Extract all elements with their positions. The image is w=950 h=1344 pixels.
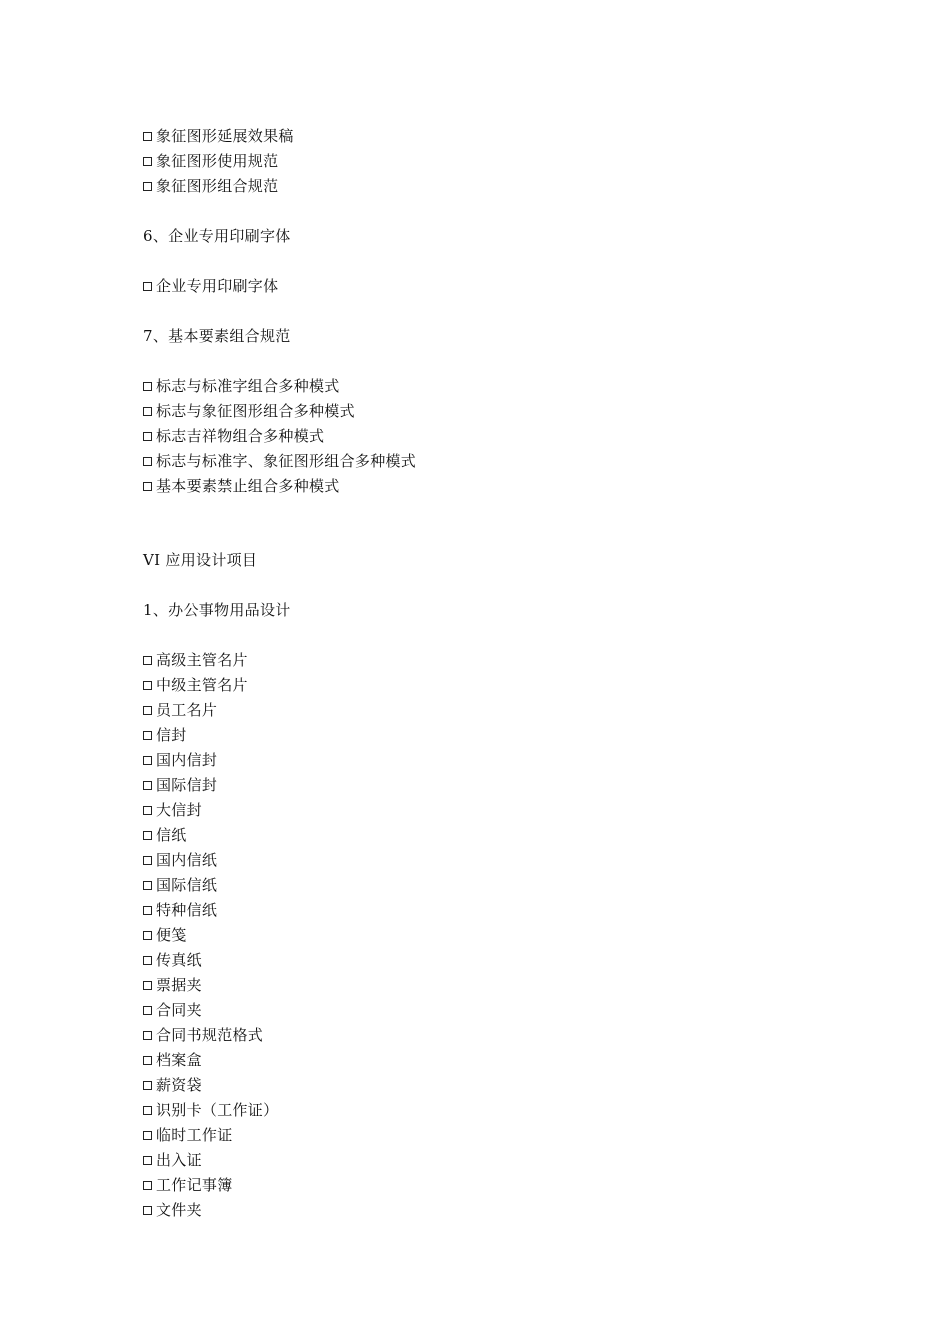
checkbox-icon	[143, 681, 152, 690]
list-item	[143, 399, 843, 424]
list-item	[143, 149, 843, 174]
list-item	[143, 424, 843, 449]
list-item-label: 国际信纸	[156, 876, 218, 894]
list-item	[143, 474, 843, 499]
checkbox-icon	[143, 806, 152, 815]
checkbox-icon	[143, 1081, 152, 1090]
document-content	[143, 124, 843, 1223]
spacer	[143, 499, 843, 548]
checkbox-icon	[143, 831, 152, 840]
list-item	[143, 673, 843, 698]
list-item-label: 临时工作证	[156, 1126, 233, 1144]
list-item	[143, 449, 843, 474]
checkbox-icon	[143, 981, 152, 990]
list-item-label: 出入证	[156, 1151, 202, 1169]
list-item	[143, 1098, 843, 1123]
checkbox-icon	[143, 956, 152, 965]
list-item-label: 象征图形组合规范	[156, 177, 279, 195]
checkbox-icon	[143, 282, 152, 291]
list-item	[143, 274, 843, 299]
checkbox-icon	[143, 1056, 152, 1065]
list-item	[143, 748, 843, 773]
spacer	[143, 349, 843, 374]
list-item-label: 合同夹	[156, 1001, 202, 1019]
checkbox-icon	[143, 382, 152, 391]
list-item-label: 档案盒	[156, 1051, 202, 1069]
checkbox-icon	[143, 182, 152, 191]
list-item-label: 象征图形延展效果稿	[156, 127, 294, 145]
spacer	[143, 299, 843, 324]
list-item-label: 票据夹	[156, 976, 202, 994]
checkbox-icon	[143, 482, 152, 491]
checkbox-icon	[143, 1181, 152, 1190]
checkbox-icon	[143, 656, 152, 665]
list-item-label: 大信封	[156, 801, 202, 819]
list-item-label: 薪资袋	[156, 1076, 202, 1094]
list-item-label: 标志吉祥物组合多种模式	[156, 427, 325, 445]
list-item-label: 识别卡（工作证）	[156, 1101, 279, 1119]
list-item	[143, 973, 843, 998]
checkbox-icon	[143, 1006, 152, 1015]
checkbox-icon	[143, 881, 152, 890]
list-item-label: 基本要素禁止组合多种模式	[156, 477, 340, 495]
list-item-label: 便笺	[156, 926, 187, 944]
list-item-label: 中级主管名片	[156, 676, 248, 694]
list-item-label: 信封	[156, 726, 187, 744]
list-item	[143, 1048, 843, 1073]
checkbox-icon	[143, 1131, 152, 1140]
list-item-label: 员工名片	[156, 701, 218, 719]
checkbox-icon	[143, 931, 152, 940]
list-item	[143, 798, 843, 823]
checkbox-icon	[143, 856, 152, 865]
section-heading: 6、企业专用印刷字体	[143, 227, 291, 245]
list-item-label: 标志与标准字组合多种模式	[156, 377, 340, 395]
spacer	[143, 573, 843, 598]
checkbox-icon	[143, 781, 152, 790]
list-item	[143, 823, 843, 848]
list-item	[143, 124, 843, 149]
list-item	[143, 1173, 843, 1198]
list-item	[143, 898, 843, 923]
list-item	[143, 998, 843, 1023]
list-item	[143, 873, 843, 898]
checkbox-icon	[143, 731, 152, 740]
checkbox-icon	[143, 457, 152, 466]
checkbox-icon	[143, 906, 152, 915]
list-item	[143, 1023, 843, 1048]
checkbox-icon	[143, 407, 152, 416]
list-item	[143, 1073, 843, 1098]
list-item-label: 标志与象征图形组合多种模式	[156, 402, 355, 420]
list-item	[143, 174, 843, 199]
list-item	[143, 1148, 843, 1173]
list-item-label: 国际信封	[156, 776, 218, 794]
list-item-label: 企业专用印刷字体	[156, 277, 279, 295]
checkbox-icon	[143, 432, 152, 441]
list-item-label: 高级主管名片	[156, 651, 248, 669]
list-item-label: 象征图形使用规范	[156, 152, 279, 170]
list-item	[143, 723, 843, 748]
list-item-label: 特种信纸	[156, 901, 218, 919]
list-item	[143, 648, 843, 673]
list-item-label: 标志与标准字、象征图形组合多种模式	[156, 452, 417, 470]
spacer	[143, 199, 843, 224]
list-item	[143, 773, 843, 798]
section-heading: 7、基本要素组合规范	[143, 327, 291, 345]
section-heading: VI 应用设计项目	[143, 551, 258, 569]
checkbox-icon	[143, 1031, 152, 1040]
list-item-label: 合同书规范格式	[156, 1026, 264, 1044]
list-item-label: 工作记事簿	[156, 1176, 233, 1194]
checkbox-icon	[143, 1106, 152, 1115]
spacer	[143, 249, 843, 274]
list-item-label: 国内信封	[156, 751, 218, 769]
checkbox-icon	[143, 1156, 152, 1165]
list-item	[143, 1123, 843, 1148]
spacer	[143, 623, 843, 648]
section-heading: 1、办公事物用品设计	[143, 601, 291, 619]
list-item	[143, 1198, 843, 1223]
checkbox-icon	[143, 1206, 152, 1215]
list-item-label: 传真纸	[156, 951, 202, 969]
checkbox-icon	[143, 157, 152, 166]
list-item	[143, 923, 843, 948]
list-item-label: 信纸	[156, 826, 187, 844]
checkbox-icon	[143, 756, 152, 765]
list-item-label: 文件夹	[156, 1201, 202, 1219]
list-item	[143, 374, 843, 399]
list-item	[143, 848, 843, 873]
list-item	[143, 698, 843, 723]
list-item-label: 国内信纸	[156, 851, 218, 869]
list-item	[143, 948, 843, 973]
checkbox-icon	[143, 706, 152, 715]
checkbox-icon	[143, 132, 152, 141]
